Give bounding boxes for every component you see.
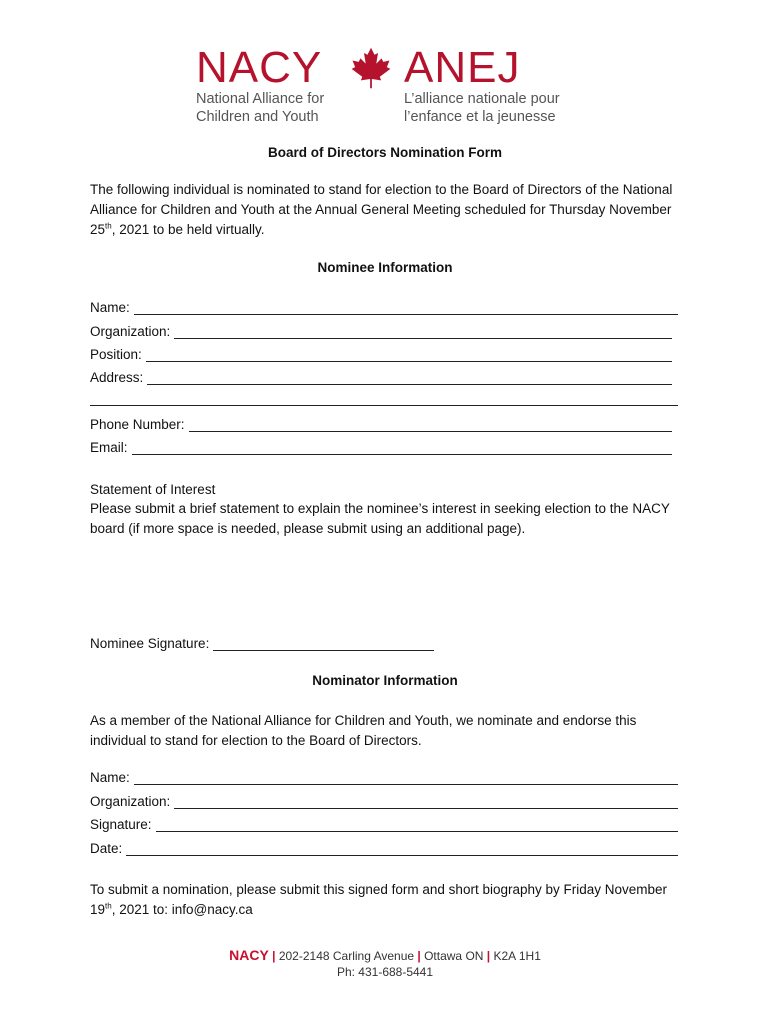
form-title: Board of Directors Nomination Form xyxy=(267,145,502,160)
nominee-address-line-2[interactable] xyxy=(90,405,678,406)
footer-brand: NACY xyxy=(229,947,269,963)
nominee-position-field[interactable] xyxy=(90,344,672,362)
nominee-address-label: Address: xyxy=(90,370,144,385)
nominator-date-label: Date: xyxy=(90,841,123,856)
nominator-date-field[interactable] xyxy=(90,838,678,856)
nominee-name-label: Name: xyxy=(90,300,130,315)
nominator-name-line[interactable] xyxy=(134,770,678,785)
intro-paragraph: The following individual is nominated to stand for election to the Board of Directors of the National Alliance for Children and Youth at the Annual General Meeting scheduled for Thursday November 25th, 2021 to be held virtually. xyxy=(90,182,673,237)
nominee-email-line[interactable] xyxy=(132,440,672,455)
nacy-logo xyxy=(196,44,586,128)
footer-street: 202-2148 Carling Avenue xyxy=(278,949,415,963)
nominee-phone-label: Phone Number: xyxy=(90,417,185,432)
nominee-signature-field[interactable] xyxy=(90,633,434,651)
nominee-heading: Nominee Information xyxy=(317,260,453,275)
nominee-name-field[interactable] xyxy=(90,297,678,315)
nominator-organization-line[interactable] xyxy=(174,794,678,809)
nominee-position-label: Position: xyxy=(90,347,142,362)
logo-subtitle-en: National Alliance for Children and Youth xyxy=(196,91,325,125)
nominator-signature-label: Signature: xyxy=(90,817,152,832)
logo-word-en: NACY xyxy=(196,43,323,92)
nominator-organization-field[interactable] xyxy=(90,791,678,809)
nominee-name-line[interactable] xyxy=(134,300,678,315)
footer-postal: K2A 1H1 xyxy=(493,949,541,963)
nominee-signature-label: Nominee Signature: xyxy=(90,636,210,651)
nominee-organization-label: Organization: xyxy=(90,324,171,339)
nominee-organization-line[interactable] xyxy=(174,324,672,339)
nominee-organization-field[interactable] xyxy=(90,321,672,339)
nominator-name-field[interactable] xyxy=(90,767,678,785)
nominator-heading: Nominator Information xyxy=(312,673,458,688)
logo-subtitle-fr: L’alliance nationale pour l’enfance et la jeunesse xyxy=(404,91,560,125)
maple-leaf-icon xyxy=(348,46,394,90)
submission-instructions: To submit a nomination, please submit this signed form and short biography by Friday November 19th, 2021 to: info@nacy.ca xyxy=(90,882,668,917)
nominee-phone-line[interactable] xyxy=(189,417,672,432)
nominee-email-label: Email: xyxy=(90,440,128,455)
nominator-name-label: Name: xyxy=(90,770,130,785)
nominator-paragraph: As a member of the National Alliance for Children and Youth, we nominate and endorse this individual to stand for election to the Board of Directors. xyxy=(90,713,637,748)
nominator-signature-line[interactable] xyxy=(156,817,678,832)
nominator-date-line[interactable] xyxy=(126,841,678,856)
nominator-organization-label: Organization: xyxy=(90,794,171,809)
nominee-position-line[interactable] xyxy=(146,347,672,362)
footer-address-line: NACY | 202-2148 Carling Avenue | Ottawa ON | K2A 1H1 xyxy=(229,947,541,963)
logo-word-fr: ANEJ xyxy=(404,43,521,92)
nominee-address-field[interactable] xyxy=(90,367,672,385)
statement-heading: Statement of Interest xyxy=(90,482,216,497)
footer-phone: Ph: 431-688-5441 xyxy=(336,965,434,979)
nominee-email-field[interactable] xyxy=(90,437,672,455)
nominee-signature-line[interactable] xyxy=(213,636,434,651)
statement-text: Please submit a brief statement to explain the nominee’s interest in seeking election to the NACY board (if more space is needed, please submit using an additional page). xyxy=(90,501,670,536)
nominee-address-line[interactable] xyxy=(147,370,672,385)
nominator-signature-field[interactable] xyxy=(90,814,678,832)
footer-city: Ottawa ON xyxy=(424,949,484,963)
nominee-phone-field[interactable] xyxy=(90,414,672,432)
